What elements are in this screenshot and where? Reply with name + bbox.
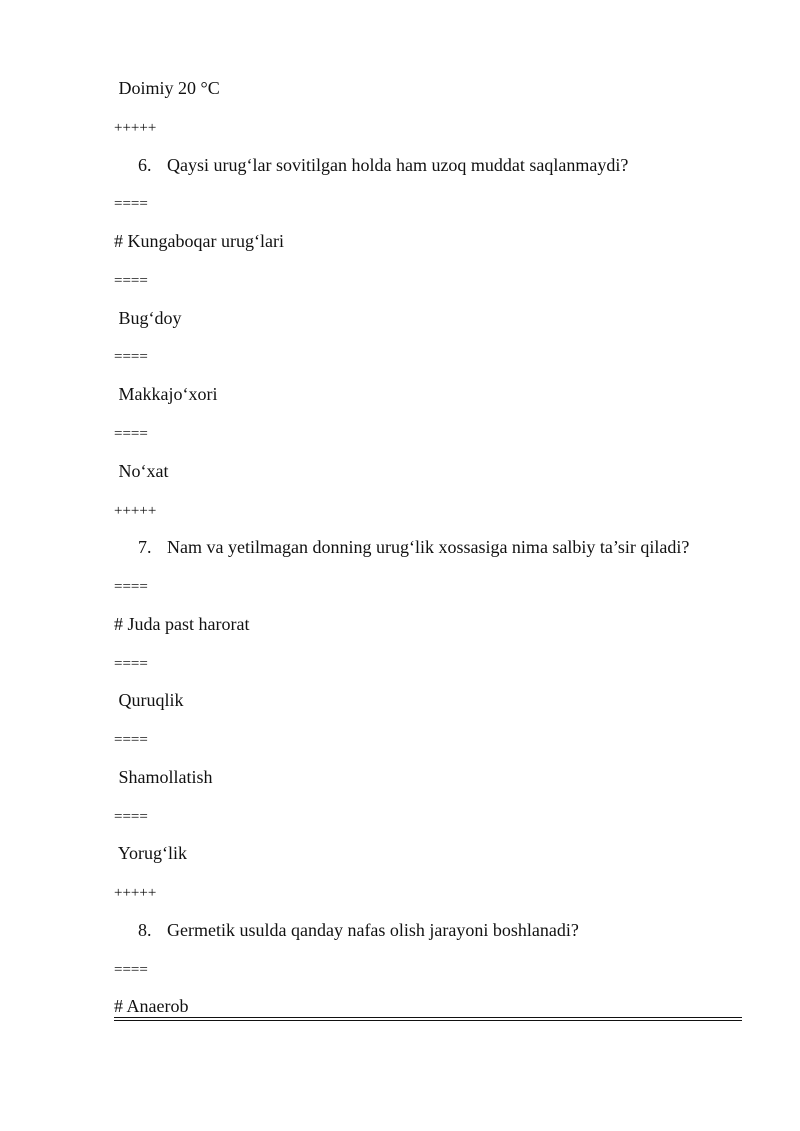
option-separator: ==== <box>114 196 148 212</box>
question-text: Nam va yetilmagan donning urug‘lik xossasiga nima salbiy ta’sir qiladi? <box>167 537 690 557</box>
question-number: 8. <box>138 920 152 940</box>
block-separator: +++++ <box>114 503 157 519</box>
answer-option-correct: # Juda past harorat <box>114 614 250 634</box>
page-bottom-rule-second <box>114 1020 742 1021</box>
option-separator: ==== <box>114 732 148 748</box>
block-separator: +++++ <box>114 120 157 136</box>
option-separator: ==== <box>114 809 148 825</box>
option-separator: ==== <box>114 579 148 595</box>
answer-option-correct: # Anaerob <box>114 996 189 1016</box>
block-separator: +++++ <box>114 885 157 901</box>
answer-option: Quruqlik <box>114 690 184 710</box>
option-separator: ==== <box>114 656 148 672</box>
question-number: 7. <box>138 537 152 557</box>
answer-option: Bug‘doy <box>114 308 182 328</box>
answer-option: Shamollatish <box>114 767 213 787</box>
answer-option: No‘xat <box>114 461 169 481</box>
option-separator: ==== <box>114 426 148 442</box>
option-separator: ==== <box>114 273 148 289</box>
answer-option-correct: # Kungaboqar urug‘lari <box>114 231 284 251</box>
page-bottom-rule <box>114 1017 742 1018</box>
answer-option: Doimiy 20 °C <box>114 78 220 98</box>
answer-option: Makkajo‘xori <box>114 384 218 404</box>
answer-option: Yorug‘lik <box>114 843 188 863</box>
question-text: Qaysi urug‘lar sovitilgan holda ham uzoq muddat saqlanmaydi? <box>167 155 629 175</box>
question-text: Germetik usulda qanday nafas olish jarayoni boshlanadi? <box>167 920 579 940</box>
option-separator: ==== <box>114 962 148 978</box>
question-number: 6. <box>138 155 152 175</box>
option-separator: ==== <box>114 349 148 365</box>
